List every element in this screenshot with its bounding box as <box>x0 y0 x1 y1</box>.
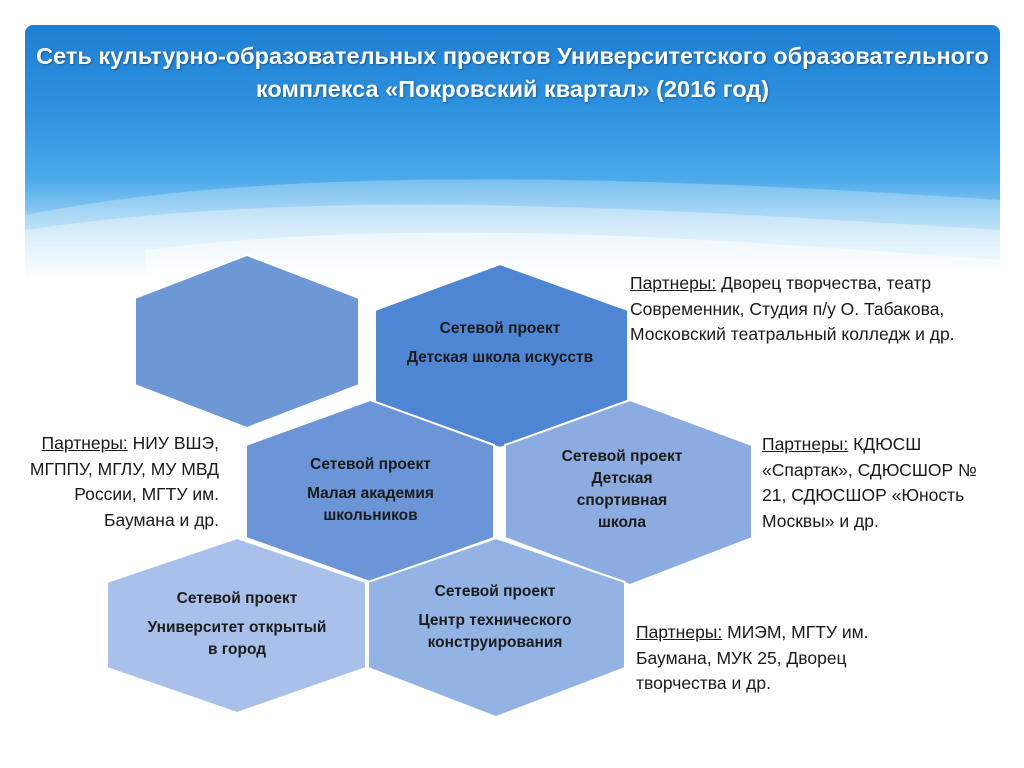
slide-title: Сеть культурно-образовательных проектов Университетского образовательного комплекса «Покровский квартал» (2016 год) <box>36 43 989 102</box>
hex-sport-school-heading: Сетевой проект <box>561 448 683 465</box>
partners-arts-text: Дворец творчества, театр Современник, Студия п/у О. Табакова, Московский театральный колледж и др. <box>630 273 955 344</box>
hex-open-university-heading: Сетевой проект <box>176 590 298 607</box>
hex-arts-school-text <box>405 318 595 369</box>
partners-arts <box>630 271 975 348</box>
partners-tech-label: Партнеры: <box>636 622 723 642</box>
hex-small-academy-name: Малая академия школьников <box>307 485 434 524</box>
hex-arts-school-name: Детская школа искусств <box>406 349 594 366</box>
partners-arts-label: Партнеры: <box>630 273 717 293</box>
hex-tech-center-text <box>410 581 580 654</box>
hex-small-academy-text <box>278 454 463 527</box>
hex-sport-school-name: Детская спортивная школа <box>576 470 668 531</box>
hex-open-university-text <box>142 588 332 661</box>
hex-tech-center-heading: Сетевой проект <box>434 583 556 600</box>
partners-academy-text: НИУ ВШЭ, МГППУ, МГЛУ, МУ МВД России, МГТУ им. Баумана и др. <box>29 433 219 530</box>
hex-arts-school-heading: Сетевой проект <box>439 320 561 337</box>
partners-tech <box>636 620 926 697</box>
hex-sport-school-text <box>552 446 692 534</box>
partners-tech-text: МИЭМ, МГТУ им. Баумана, МУК 25, Дворец творчества и др. <box>636 622 869 693</box>
partners-academy-label: Партнеры: <box>41 433 128 453</box>
hex-open-university-name: Университет открытый в город <box>147 619 327 658</box>
hex-tech-center-name: Центр технического конструирования <box>418 612 572 651</box>
partners-sport <box>762 432 992 534</box>
hex-empty <box>135 255 359 428</box>
partners-sport-label: Партнеры: <box>762 434 849 454</box>
partners-sport-text: КДЮСШ «Спартак», СДЮСШОР № 21, СДЮСШОР «Юность Москвы» и др. <box>762 434 977 531</box>
hex-small-academy-heading: Сетевой проект <box>310 456 431 473</box>
partners-academy <box>24 431 219 533</box>
